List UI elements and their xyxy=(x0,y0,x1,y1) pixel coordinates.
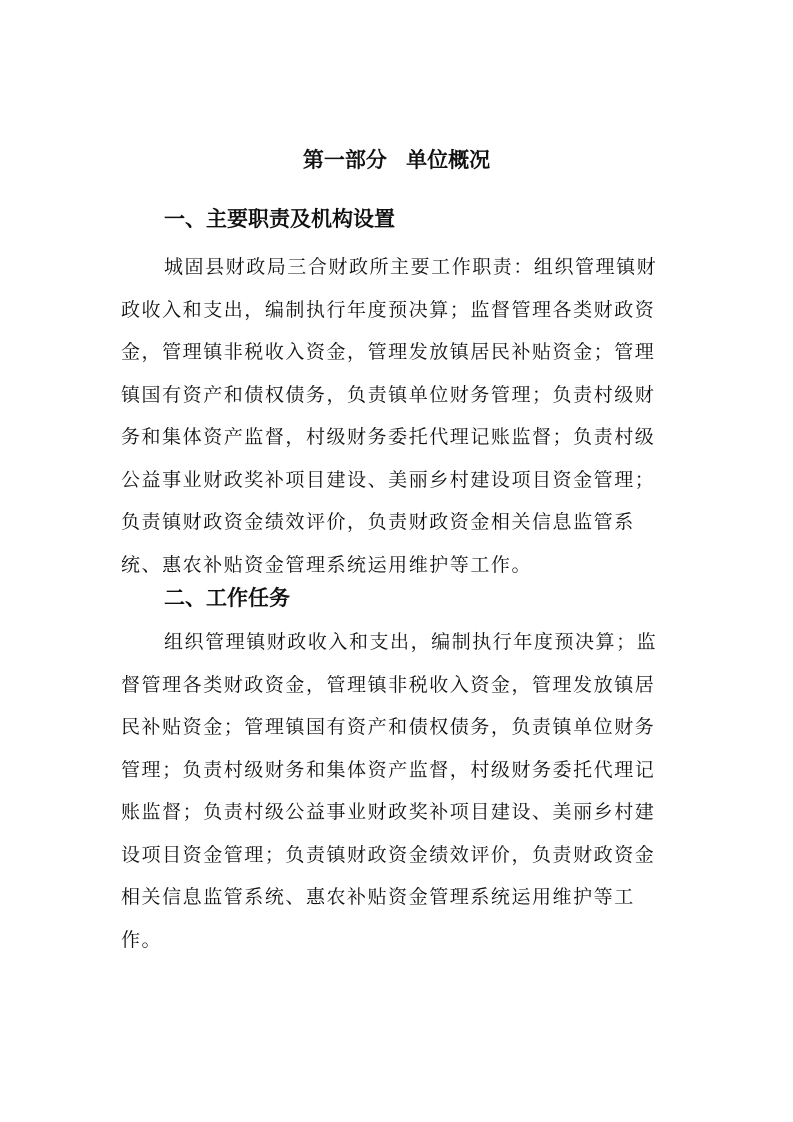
paragraph-line: 组织管理镇财政收入和支出，编制执行年度预决算；监 xyxy=(164,631,658,653)
paragraph-duties xyxy=(121,246,677,586)
section-heading-tasks: 二、工作任务 xyxy=(164,586,290,610)
paragraph-line: 务和集体资产监督，村级财务委托代理记账监督；负责村级 xyxy=(121,426,656,448)
paragraph-line: 镇国有资产和债权债务，负责镇单位财务管理；负责村级财 xyxy=(121,383,656,406)
paragraph-line: 统、惠农补贴资金管理系统运用维护等工作。 xyxy=(121,553,533,576)
paragraph-line: 民补贴资金；管理镇国有资产和债权债务，负责镇单位财务 xyxy=(121,716,656,738)
paragraph-line: 城固县财政局三合财政所主要工作职责：组织管理镇财 xyxy=(164,256,658,278)
paragraph-line: 负责镇财政资金绩效评价，负责财政资金相关信息监管系 xyxy=(121,511,635,533)
paragraph-tasks xyxy=(121,621,677,961)
paragraph-line: 公益事业财政奖补项目建设、美丽乡村建设项目资金管理； xyxy=(121,468,656,491)
paragraph-line: 政收入和支出，编制执行年度预决算；监督管理各类财政资 xyxy=(121,298,656,321)
paragraph-line: 管理；负责村级财务和集体资产监督，村级财务委托代理记 xyxy=(121,758,656,781)
page-title: 第一部分 单位概况 xyxy=(302,148,491,172)
paragraph-line: 金，管理镇非税收入资金，管理发放镇居民补贴资金；管理 xyxy=(121,341,656,363)
paragraph-line: 设项目资金管理；负责镇财政资金绩效评价，负责财政资金 xyxy=(121,843,656,866)
section-heading-duties: 一、主要职责及机构设置 xyxy=(164,207,395,231)
paragraph-line: 账监督；负责村级公益事业财政奖补项目建设、美丽乡村建 xyxy=(121,801,656,823)
paragraph-line: 督管理各类财政资金，管理镇非税收入资金，管理发放镇居 xyxy=(121,673,656,696)
paragraph-line: 相关信息监管系统、惠农补贴资金管理系统运用维护等工 xyxy=(121,886,635,908)
paragraph-line: 作。 xyxy=(121,928,163,951)
